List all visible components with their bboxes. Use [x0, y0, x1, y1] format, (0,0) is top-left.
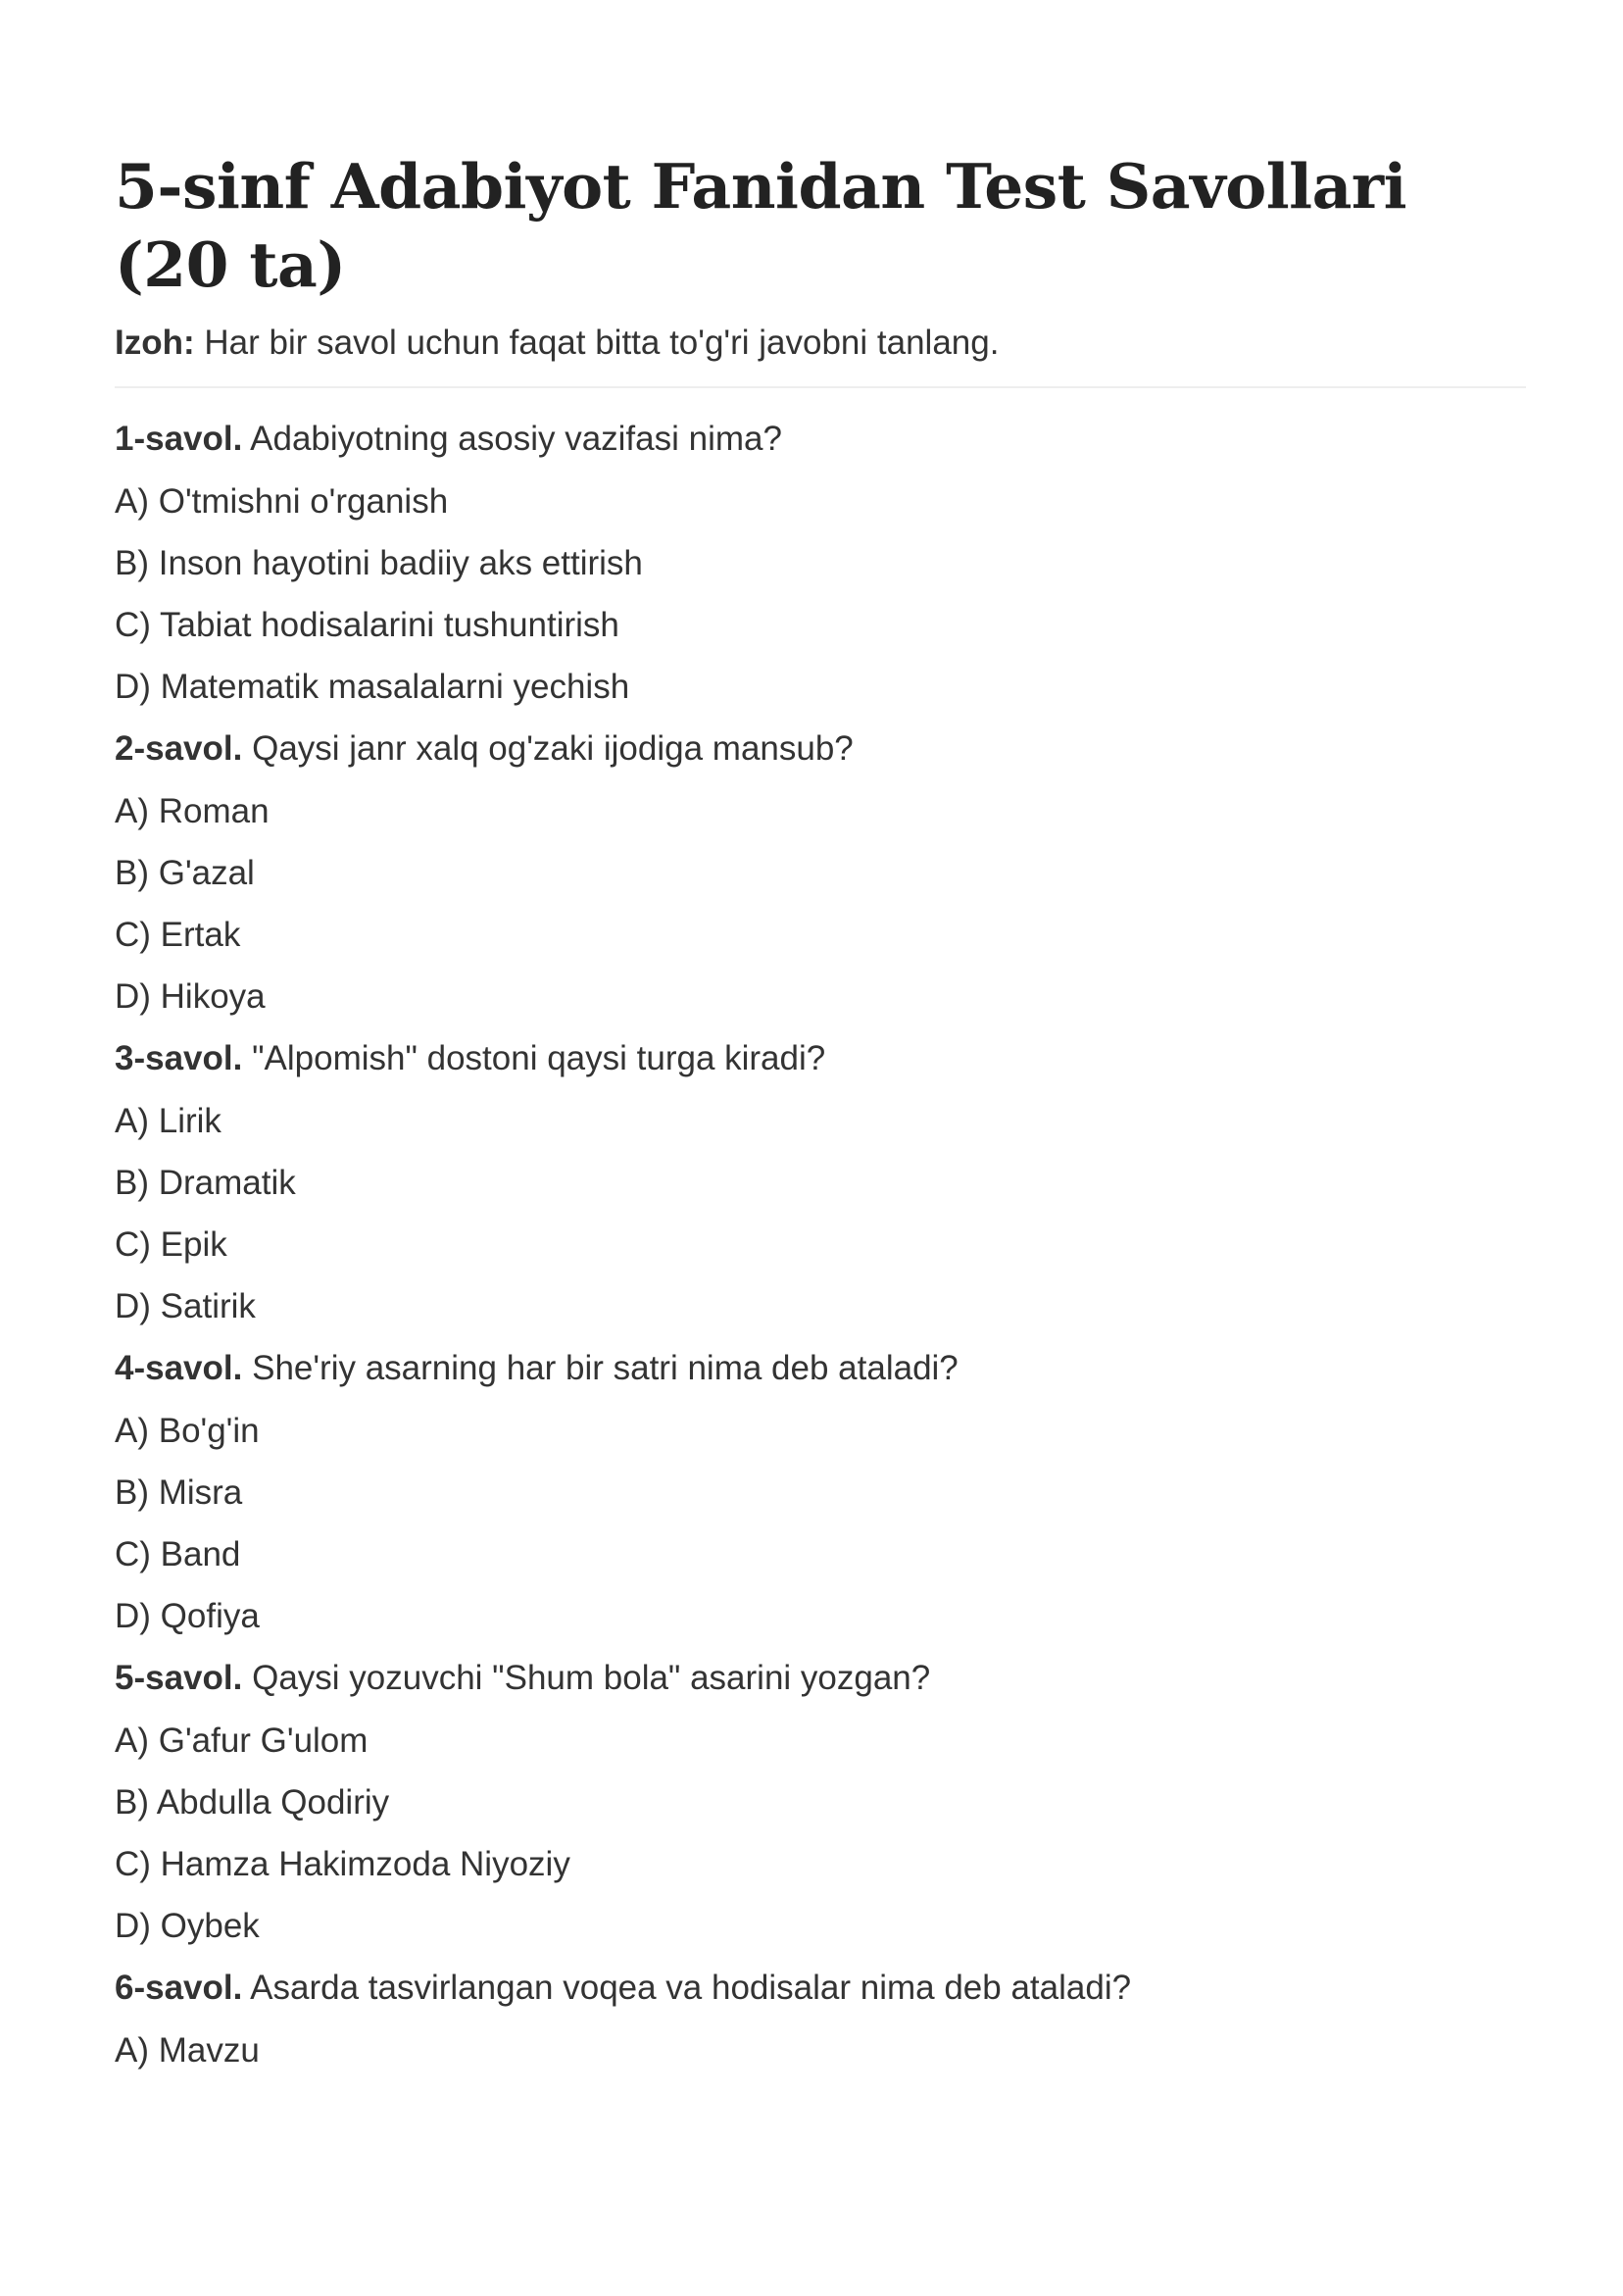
question-number: 3-savol.	[115, 1039, 243, 1077]
question-block	[115, 1957, 1526, 2081]
answer-option: B) G'azal	[115, 854, 255, 892]
question-text: Qaysi yozuvchi "Shum bola" asarini yozgan?	[252, 1659, 931, 1697]
question-number: 4-savol.	[115, 1349, 243, 1387]
answer-option: C) Ertak	[115, 916, 241, 954]
question-heading	[115, 408, 1526, 471]
question-heading	[115, 1337, 1526, 1400]
answer-option: D) Oybek	[115, 1907, 260, 1945]
divider	[115, 386, 1526, 388]
question-number: 6-savol.	[115, 1969, 243, 2007]
question-text: Qaysi janr xalq og'zaki ijodiga mansub?	[252, 729, 854, 768]
answer-option: D) Matematik masalalarni yechish	[115, 668, 630, 706]
question-number: 5-savol.	[115, 1659, 243, 1697]
answer-option: B) Abdulla Qodiriy	[115, 1783, 390, 1822]
answer-option: A) O'tmishni o'rganish	[115, 482, 449, 521]
question-heading	[115, 1027, 1526, 1090]
answer-option: A) Lirik	[115, 1102, 221, 1140]
question-number: 2-savol.	[115, 729, 243, 768]
answer-option: A) Bo'g'in	[115, 1412, 260, 1450]
question-block	[115, 1027, 1526, 1337]
question-heading	[115, 1957, 1526, 2020]
answer-option: C) Band	[115, 1535, 241, 1573]
question-text: "Alpomish" dostoni qaysi turga kiradi?	[252, 1039, 826, 1077]
answer-option: A) G'afur G'ulom	[115, 1722, 369, 1760]
answer-option: A) Roman	[115, 792, 270, 830]
question-block	[115, 1337, 1526, 1647]
answer-option: C) Tabiat hodisalarini tushuntirish	[115, 606, 619, 644]
document-page	[115, 147, 1526, 2081]
answer-option: B) Misra	[115, 1473, 243, 1512]
question-text: She'riy asarning har bir satri nima deb ataladi?	[252, 1349, 959, 1387]
question-block	[115, 408, 1526, 718]
question-list	[115, 408, 1526, 2081]
note-label: Izoh:	[115, 324, 195, 362]
question-number: 1-savol.	[115, 420, 243, 458]
question-heading	[115, 718, 1526, 780]
answer-option: B) Inson hayotini badiiy aks ettirish	[115, 544, 643, 582]
answer-option: C) Epik	[115, 1225, 227, 1264]
question-heading	[115, 1647, 1526, 1710]
answer-option: D) Hikoya	[115, 977, 266, 1016]
note-text: Har bir savol uchun faqat bitta to'g'ri javobni tanlang.	[204, 324, 1000, 362]
answer-option: D) Satirik	[115, 1287, 256, 1325]
instruction-note	[115, 322, 1526, 365]
answer-option: A) Mavzu	[115, 2031, 260, 2070]
question-block	[115, 1647, 1526, 1957]
answer-option: D) Qofiya	[115, 1597, 260, 1635]
question-text: Adabiyotning asosiy vazifasi nima?	[250, 420, 782, 458]
document-title: 5-sinf Adabiyot Fanidan Test Savollari (20 ta)	[115, 150, 1407, 301]
question-text: Asarda tasvirlangan voqea va hodisalar nima deb ataladi?	[250, 1969, 1132, 2007]
question-block	[115, 718, 1526, 1027]
answer-option: C) Hamza Hakimzoda Niyoziy	[115, 1845, 570, 1883]
answer-option: B) Dramatik	[115, 1164, 296, 1202]
